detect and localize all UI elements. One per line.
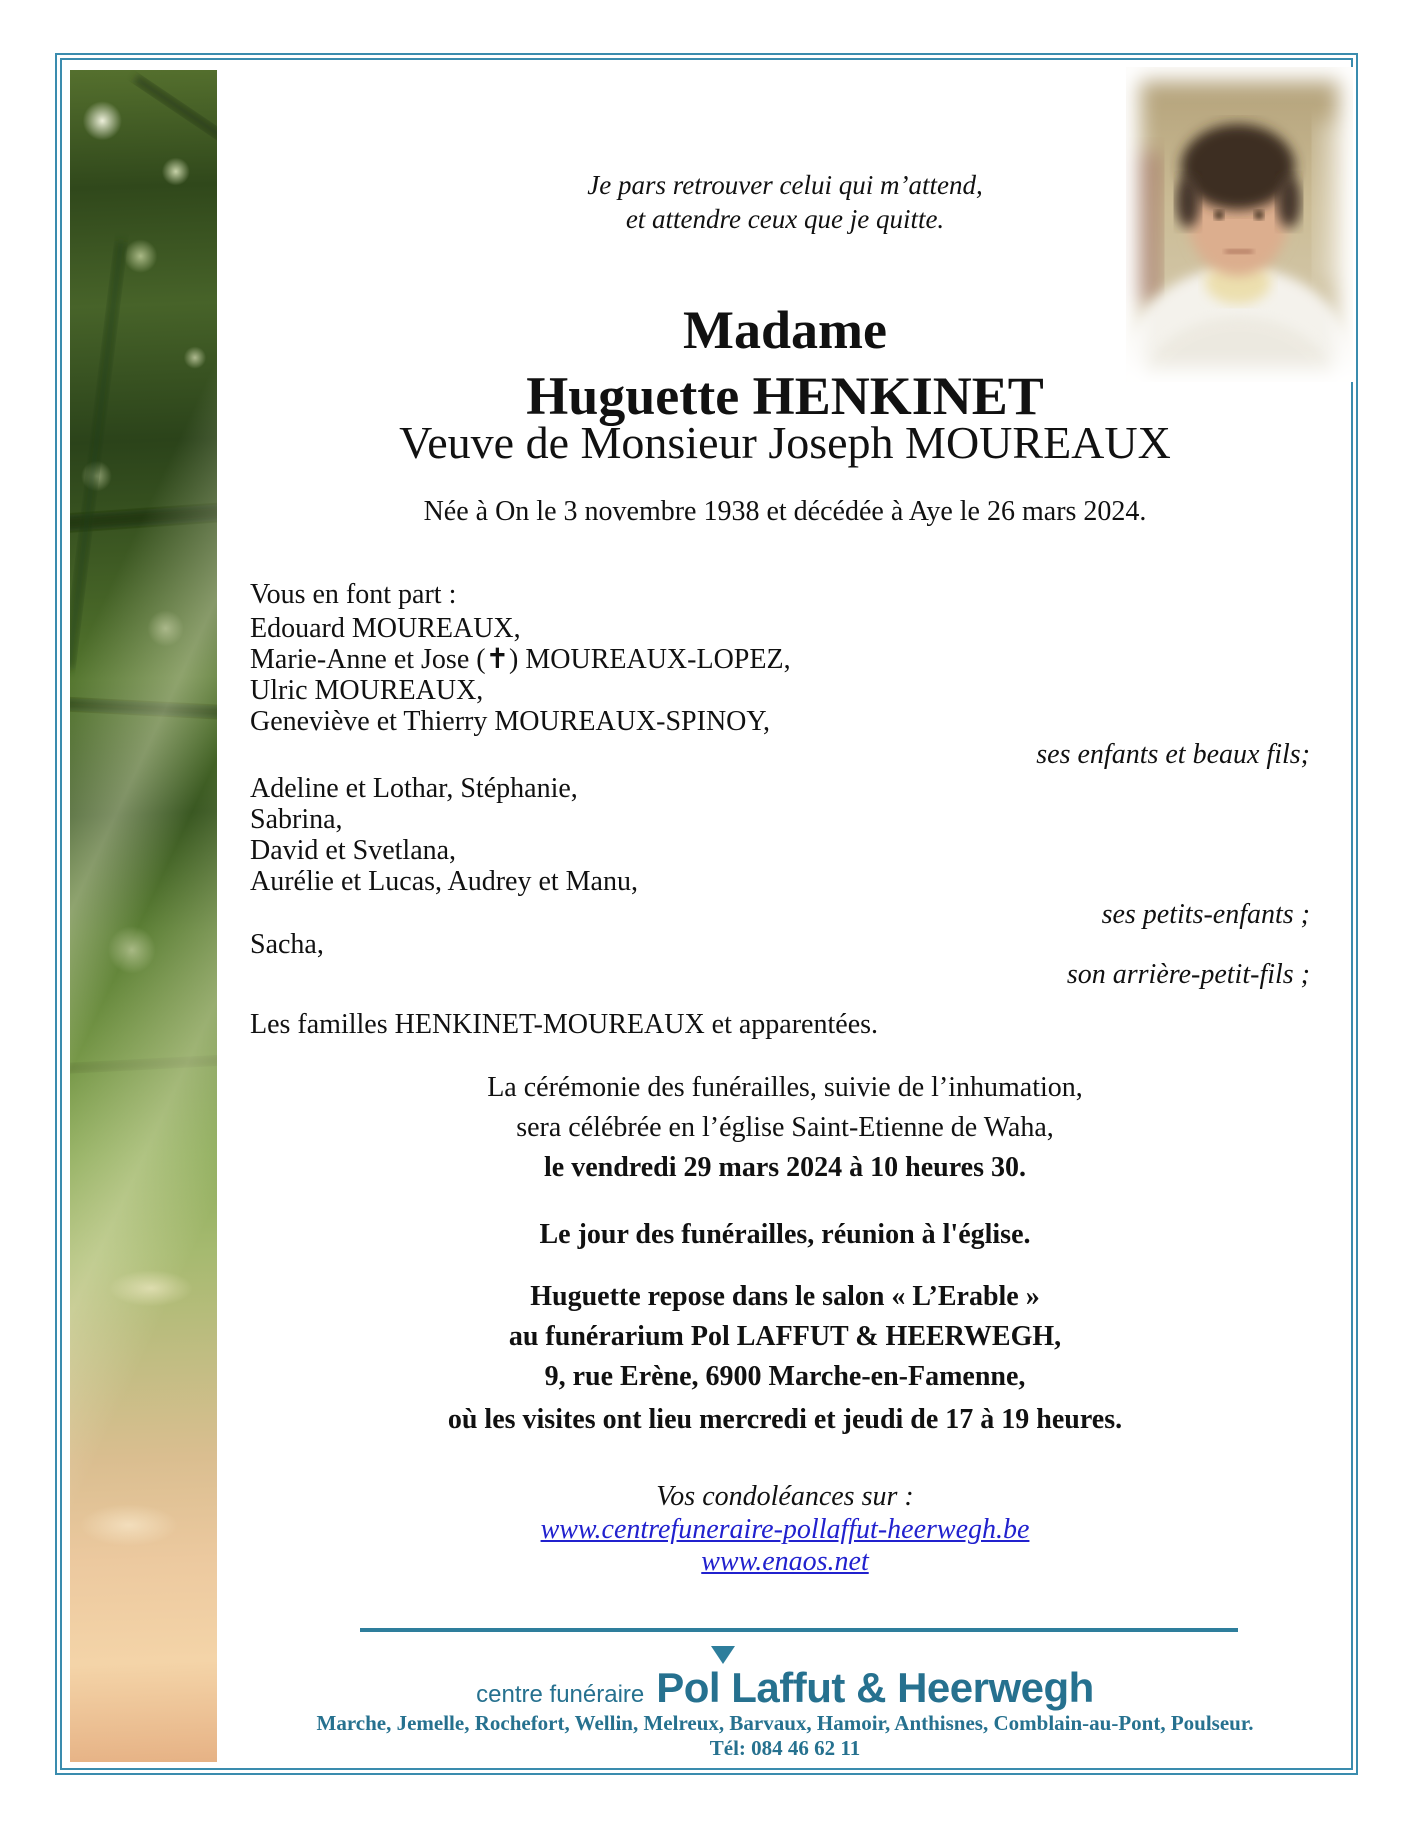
forest-path-photo (70, 70, 217, 1762)
list-item: Marie-Anne et Jose (✝) MOUREAUX-LOPEZ, (250, 644, 791, 675)
ceremony-line-1: La cérémonie des funérailles, suivie de l’inhumation, (487, 1072, 1083, 1103)
brand-triangle-icon (711, 1646, 735, 1664)
branch-cities: Marche, Jemelle, Rochefort, Wellin, Melreux, Barvaux, Hamoir, Anthisnes, Comblain-au-Pont, Poulseur. (316, 1711, 1254, 1735)
civility-title: Madame (683, 300, 887, 360)
quote-line-2: et attendre ceux que je quitte. (625, 204, 945, 234)
list-item: Ulric MOUREAUX, (250, 675, 484, 706)
list-item: Edouard MOUREAUX, (250, 613, 521, 644)
children-list (250, 613, 1320, 737)
list-item: Sabrina, (250, 804, 343, 835)
list-item: Geneviève et Thierry MOUREAUX-SPINOY, (250, 706, 770, 737)
great-grandchild-label: son arrière-petit-fils ; (1066, 959, 1310, 990)
great-grandchild: Sacha, (250, 929, 324, 960)
visits-line: où les visites ont lieu mercredi et jeudi de 17 à 19 heures. (447, 1404, 1123, 1435)
life-dates: Née à On le 3 novembre 1938 et décédée à Aye le 26 mars 2024. (423, 496, 1147, 527)
quote-line-1: Je pars retrouver celui qui m’attend, (587, 170, 983, 200)
condolences-link-row (250, 1516, 1320, 1544)
opening-quote (250, 168, 1320, 236)
list-item: Adeline et Lothar, Stéphanie, (250, 773, 578, 804)
list-item: Aurélie et Lucas, Audrey et Manu, (250, 866, 638, 897)
list-item: David et Svetlana, (250, 835, 457, 866)
grandchildren-label: ses petits-enfants ; (1101, 899, 1310, 930)
forest-branches-art (70, 70, 217, 1762)
enaos-website-link[interactable]: www.enaos.net (701, 1546, 869, 1577)
announcement-intro: Vous en font part : (250, 579, 457, 610)
meeting-line: Le jour des funérailles, réunion à l'église. (539, 1219, 1031, 1250)
repose-line-1: Huguette repose dans le salon « L’Erable » (530, 1281, 1040, 1312)
deceased-name: Huguette HENKINET (526, 366, 1044, 426)
footer-separator-line (360, 1628, 1238, 1632)
children-label: ses enfants et beaux fils; (1036, 739, 1310, 770)
repose-address: 9, rue Erène, 6900 Marche-en-Famenne, (544, 1361, 1026, 1392)
brand-name: Pol Laffut & Heerwegh (656, 1664, 1094, 1711)
repose-line-2: au funérarium Pol LAFFUT & HEERWEGH, (508, 1321, 1062, 1352)
brand-prefix: centre funéraire (476, 1681, 645, 1708)
widow-line: Veuve de Monsieur Joseph MOUREAUX (399, 417, 1171, 468)
condolences-label: Vos condoléances sur : (656, 1481, 914, 1512)
ceremony-line-2: sera célébrée en l’église Saint-Etienne de Waha, (516, 1112, 1054, 1143)
grandchildren-list (250, 773, 1320, 897)
condolences-link-row (250, 1548, 1320, 1576)
funeral-home-logo (250, 1664, 1320, 1712)
funeral-home-website-link[interactable]: www.centrefuneraire-pollaffut-heerwegh.be (540, 1514, 1030, 1545)
families-line: Les familles HENKINET-MOUREAUX et apparentées. (250, 1009, 879, 1040)
phone-number: Tél: 084 46 62 11 (709, 1736, 861, 1760)
ceremony-datetime: le vendredi 29 mars 2024 à 10 heures 30. (544, 1152, 1026, 1183)
